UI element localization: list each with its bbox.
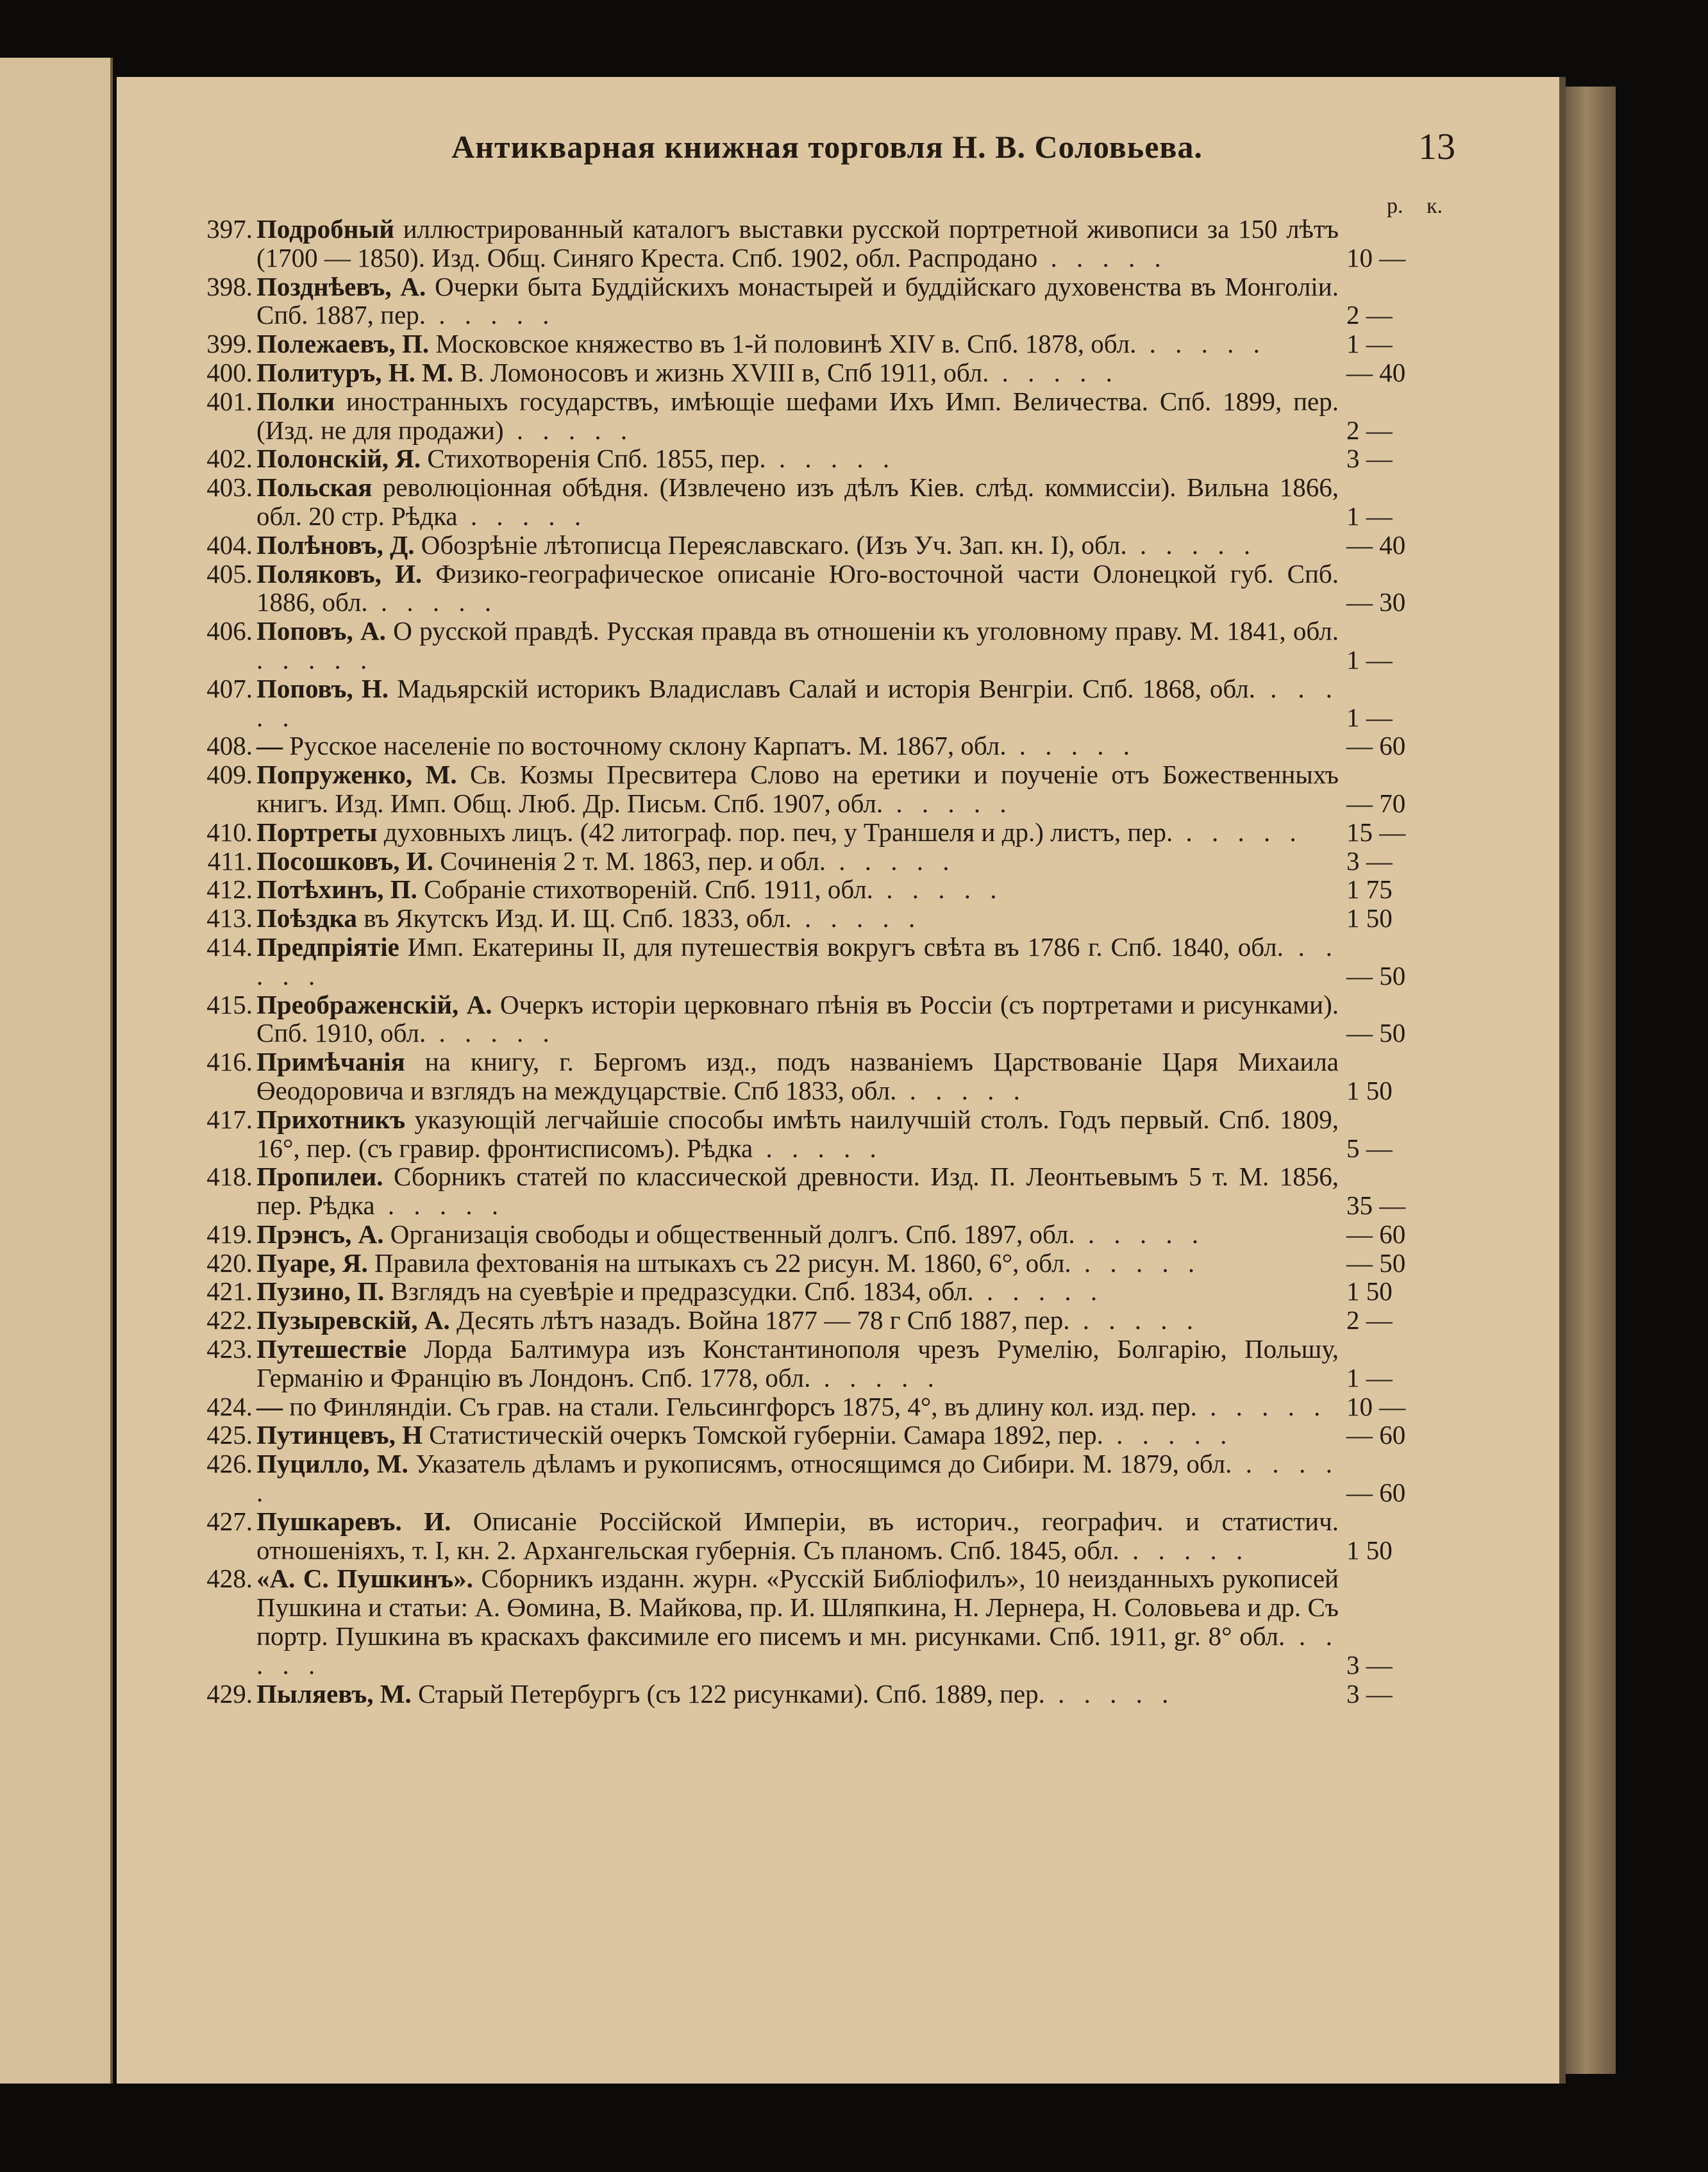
entry-number: 419. (206, 1219, 253, 1249)
entry-number: 404. (206, 530, 253, 560)
entry-leader-dots: . . . . . (1044, 1678, 1175, 1708)
entry-text (256, 1162, 1339, 1220)
entry-number: 418. (206, 1162, 253, 1192)
entry-number: 402. (206, 444, 253, 474)
entry-number: 397. (206, 214, 253, 244)
entry-leader-dots: . . . . . (826, 846, 956, 876)
entry-text (256, 444, 1339, 473)
entry-description: Описаніе Россійской Имперіи, въ историч., географич. и статистич. отношеніяхъ, т. I, кн. 2. Архангельская губернія. Съ планомъ. Спб. 1845, обл. (256, 1506, 1339, 1565)
entry-price: 10 — (1346, 242, 1406, 272)
entry-author: Посошковъ, И. (256, 846, 433, 876)
entry-price: — 60 (1346, 731, 1406, 761)
entry-text (256, 330, 1339, 358)
catalog-entry (206, 1047, 1443, 1105)
entry-description: Старый Петербургъ (съ 122 рисунками). Спб. 1889, пер. (411, 1678, 1045, 1708)
entry-leader-dots: . . . . . (426, 300, 556, 330)
entry-description: Обозрѣніе лѣтописца Переяславскаго. (Изъ Уч. Зап. кн. I), обл. (414, 530, 1127, 560)
catalog-entry (206, 1506, 1443, 1565)
entry-number: 426. (206, 1449, 253, 1479)
entry-price: 1 75 (1346, 874, 1393, 905)
entry-author: Предпріятіе (256, 931, 399, 962)
page-edge-shadow (1566, 87, 1616, 2074)
entry-description: духовныхъ лицъ. (42 литограф. пор. печ, у Траншеля и др.) листъ, пер. (377, 817, 1173, 847)
entry-text (256, 1449, 1339, 1507)
entry-description: Мадьярскій историкъ Владиславъ Салай и исторія Венгріи. Спб. 1868, обл. (389, 673, 1255, 703)
currency-column-labels: р. к. (1386, 194, 1443, 218)
catalog-entry (206, 731, 1443, 761)
entry-author: Пуаре, Я. (256, 1248, 368, 1278)
entry-price: 1 — (1346, 644, 1393, 674)
entry-price: 3 — (1346, 846, 1393, 876)
entry-author: Пузино, П. (256, 1276, 385, 1307)
catalog-entry (206, 386, 1443, 445)
entry-description: Правила фехтованія на штыкахъ съ 22 рисун. М. 1860, 6°, обл. (367, 1248, 1071, 1278)
entry-leader-dots: . . . . . (256, 1449, 1339, 1508)
entry-text (256, 904, 1339, 933)
catalog-entries-list (206, 214, 1443, 1708)
entry-number: 413. (206, 903, 253, 933)
entry-price: 3 — (1346, 1650, 1393, 1680)
entry-text (256, 473, 1339, 531)
entry-number: 407. (206, 673, 253, 703)
catalog-entry (206, 903, 1443, 933)
entry-author: — (256, 1391, 283, 1421)
entry-leader-dots: . . . . . (503, 415, 634, 445)
entry-number: 429. (206, 1678, 253, 1708)
entry-leader-dots: . . . . . (457, 501, 588, 531)
entry-description: Московское княжество въ 1-й половинѣ XIV в. Спб. 1878, обл. (429, 329, 1137, 359)
entry-text (256, 387, 1339, 445)
entry-description: Физико-географическое описаніе Юго-восточной части Олонецкой губ. Спб. 1886, обл. (256, 558, 1339, 617)
entry-leader-dots: . . . . . (1173, 817, 1303, 847)
entry-author: — (256, 731, 283, 761)
entry-price: 1 — (1346, 501, 1393, 531)
entry-price: 1 50 (1346, 903, 1393, 933)
entry-description: Очерки быта Буддійскихъ монастырей и буддійскаго духовенства въ Монголіи. Спб. 1887, пер. (256, 271, 1339, 330)
entry-text (256, 1421, 1339, 1449)
entry-leader-dots: . . . . . (256, 1621, 1339, 1680)
entry-author: Полонскій, Я. (256, 444, 421, 474)
entry-description: Св. Козмы Пресвитера Слово на еретики и поученіе отъ Божественныхъ книгъ. Изд. Имп. Общ. Люб. Др. Письм. Спб. 1907, обл. (256, 760, 1339, 818)
entry-number: 415. (206, 989, 253, 1019)
entry-description: Сборникъ изданн. журн. «Русскій Библіофилъ», 10 неизданныхъ рукописей Пушкина и статьи: А. Өомина, В. Майкова, пр. И. Шляпкина, Н. Лернера, Н. Соловьева и др. Съ портр. Пушкина въ краскахъ факсимиле его писемъ и мн. рисунками. Спб. 1911, gr. 8° обл. (256, 1564, 1339, 1651)
entry-price: 35 — (1346, 1190, 1406, 1221)
entry-leader-dots: . . . . . (873, 874, 1003, 905)
entry-price: 1 50 (1346, 1276, 1393, 1307)
entry-author: Политуръ, Н. М. (256, 357, 454, 387)
entry-number: 398. (206, 271, 253, 301)
entry-leader-dots: . . . . . (766, 444, 896, 474)
running-header-title: Антикварная книжная торговля Н. В. Соловьева. (451, 129, 1203, 165)
entry-author: Полки (256, 386, 335, 416)
entry-price: 1 50 (1346, 1075, 1393, 1105)
catalog-entry (206, 1564, 1443, 1680)
entry-description: Собраніе стихотвореній. Спб. 1911, обл. (417, 874, 873, 905)
entry-description: Десять лѣтъ назадъ. Война 1877 — 78 г Спб 1887, пер. (449, 1305, 1070, 1335)
entry-text (256, 875, 1339, 904)
catalog-entry (206, 1449, 1443, 1508)
entry-description: указующій легчайшіе способы имѣть наилучшій столъ. Годъ первый. Спб. 1809, 16°, пер. (съ гравир. фронтисписомъ). Рѣдка (256, 1104, 1339, 1163)
entry-author: Полѣновъ, Д. (256, 530, 415, 560)
catalog-entry (206, 444, 1443, 474)
entry-description: революціонная обѣдня. (Извлечено изъ дѣлъ Кiев. слѣд. коммиссіи). Вильна 1866, обл. 20 стр. Рѣдка (256, 472, 1339, 531)
entry-leader-dots: . . . . . (973, 1276, 1104, 1307)
catalog-entry (206, 530, 1443, 560)
entry-author: Подробный (256, 214, 395, 244)
entry-number: 427. (206, 1506, 253, 1536)
entry-text (256, 1277, 1339, 1306)
entry-author: Путешествіе (256, 1334, 407, 1364)
catalog-entry (206, 616, 1443, 674)
entry-price: — 70 (1346, 788, 1406, 818)
entry-number: 416. (206, 1047, 253, 1077)
entry-text (256, 674, 1339, 732)
entry-leader-dots: . . . . . (753, 1133, 883, 1163)
catalog-entry (206, 673, 1443, 732)
entry-text (256, 1680, 1339, 1708)
catalog-entry (206, 1276, 1443, 1307)
entry-author: Пыляевъ, М. (256, 1678, 412, 1708)
entry-number: 425. (206, 1420, 253, 1450)
entry-description: иллюстрированный каталогъ выставки русской портретной живописи за 150 лѣтъ (1700 — 1850). Изд. Общ. Синяго Креста. Спб. 1902, обл. Распродано (256, 214, 1339, 272)
entry-price: 10 — (1346, 1391, 1406, 1421)
entry-description: Статистическій очеркъ Томской губерніи. Самара 1892, пер. (423, 1420, 1103, 1450)
entry-leader-dots: . . . . . (367, 587, 498, 617)
catalog-entry (206, 214, 1443, 272)
entry-price: — 50 (1346, 1248, 1406, 1278)
entry-number: 408. (206, 731, 253, 761)
page-number: 13 (1418, 126, 1455, 167)
catalog-entry (206, 1678, 1443, 1708)
catalog-entry (206, 1248, 1443, 1278)
entry-number: 422. (206, 1305, 253, 1335)
entry-number: 424. (206, 1391, 253, 1421)
entry-number: 414. (206, 931, 253, 962)
entry-text (256, 1564, 1339, 1679)
entry-author: Пузыревскій, А. (256, 1305, 450, 1335)
entry-description: иностранныхъ государствъ, имѣющіе шефами Ихъ Имп. Величества. Спб. 1899, пер. (Изд. не для продажи) (256, 386, 1339, 445)
entry-price: 1 50 (1346, 1535, 1393, 1565)
catalog-entry (206, 989, 1443, 1048)
entry-number: 409. (206, 760, 253, 790)
catalog-entry (206, 472, 1443, 531)
entry-price: 2 — (1346, 1305, 1393, 1335)
entry-leader-dots: . . . . . (1071, 1248, 1201, 1278)
entry-price: — 60 (1346, 1478, 1406, 1508)
entry-price: 1 — (1346, 702, 1393, 732)
entry-price: 15 — (1346, 817, 1406, 847)
entry-leader-dots: . . . . . (1037, 242, 1168, 272)
entry-number: 423. (206, 1334, 253, 1364)
entry-description: Русское населеніе по восточному склону Карпатъ. М. 1867, обл. (283, 731, 1007, 761)
entry-text (256, 818, 1339, 847)
entry-text (256, 617, 1339, 674)
entry-number: 400. (206, 357, 253, 387)
entry-price: — 40 (1346, 530, 1406, 560)
entry-number: 417. (206, 1104, 253, 1134)
entry-author: Польская (256, 472, 373, 503)
entry-author: Портреты (256, 817, 378, 847)
entry-leader-dots: . . . . . (1103, 1420, 1234, 1450)
entry-text (256, 358, 1339, 387)
entry-price: 3 — (1346, 1678, 1393, 1708)
entry-description: В. Ломоносовъ и жизнь XVIII в, Спб 1911, обл. (453, 357, 989, 387)
entry-text (256, 990, 1339, 1048)
entry-leader-dots: . . . . . (896, 1075, 1026, 1105)
catalog-entry (206, 271, 1443, 330)
entry-text (256, 1306, 1339, 1335)
entry-price: 5 — (1346, 1133, 1393, 1163)
entry-author: Поповъ, Н. (256, 673, 389, 703)
catalog-entry (206, 1219, 1443, 1249)
entry-leader-dots: . . . . . (1136, 329, 1266, 359)
entry-author: Примѣчанія (256, 1047, 405, 1077)
entry-number: 421. (206, 1276, 253, 1307)
left-page-edge (0, 58, 113, 2084)
entry-leader-dots: . . . . . (810, 1362, 941, 1392)
catalog-entry (206, 1391, 1443, 1421)
catalog-entry (206, 558, 1443, 617)
entry-number: 405. (206, 558, 253, 589)
catalog-entry (206, 1162, 1443, 1221)
entry-text (256, 933, 1339, 990)
catalog-entry (206, 357, 1443, 387)
entry-price: 3 — (1346, 444, 1393, 474)
entry-author: Пропилеи. (256, 1162, 383, 1192)
entry-description: Стихотворенія Спб. 1855, пер. (421, 444, 766, 474)
entry-price: — 30 (1346, 587, 1406, 617)
entry-text (256, 560, 1339, 617)
entry-author: Поповъ, А. (256, 616, 386, 646)
entry-description: Сборникъ статей по классической древности. Изд. П. Леонтьевымъ 5 т. М. 1856, пер. Рѣдка (256, 1162, 1339, 1221)
entry-text (256, 847, 1339, 876)
entry-description: Лорда Балтимура изъ Константинополя чрезъ Румелію, Болгарію, Польшу, Германію и Францію въ Лондонъ. Спб. 1778, обл. (256, 1334, 1339, 1392)
entry-text (256, 760, 1339, 818)
entry-number: 403. (206, 472, 253, 503)
entry-price: — 60 (1346, 1219, 1406, 1249)
entry-number: 412. (206, 874, 253, 905)
catalog-entry (206, 760, 1443, 818)
entry-text (256, 1249, 1339, 1278)
entry-text (256, 272, 1339, 330)
entry-leader-dots: . . . . . (256, 931, 1339, 990)
catalog-entry (206, 817, 1443, 847)
entry-price: — 60 (1346, 1420, 1406, 1450)
entry-leader-dots: . . . . . (1006, 731, 1136, 761)
entry-number: 411. (207, 846, 253, 876)
entry-author: Прэнсъ, А. (256, 1219, 384, 1249)
catalog-entry (206, 1104, 1443, 1163)
entry-leader-dots: . . . . . (1196, 1391, 1327, 1421)
entry-price: — 50 (1346, 960, 1406, 990)
entry-author: Полежаевъ, П. (256, 329, 430, 359)
entry-leader-dots: . . . . . (1069, 1305, 1200, 1335)
catalog-entry (206, 1334, 1443, 1392)
entry-author: Преображенскій, А. (256, 989, 492, 1019)
entry-leader-dots: . . . . . (256, 644, 374, 674)
entry-description: Организація свободы и общественный долгъ. Спб. 1897, обл. (383, 1219, 1075, 1249)
entry-author: «А. С. Пушкинъ». (256, 1564, 473, 1594)
entry-leader-dots: . . . . . (989, 357, 1119, 387)
entry-author: Пуцилло, М. (256, 1449, 408, 1479)
entry-description: Имп. Екатерины II, для путешествія вокругъ свѣта въ 1786 г. Спб. 1840, обл. (399, 931, 1284, 962)
entry-author: Поляковъ, И. (256, 558, 423, 589)
catalog-entry (206, 1305, 1443, 1335)
entry-author: Попруженко, М. (256, 760, 457, 790)
entry-description: О русской правдѣ. Русская правда въ отношеніи къ уголовному праву. М. 1841, обл. (385, 616, 1339, 646)
entry-price: 2 — (1346, 415, 1393, 445)
entry-description: Сочиненія 2 т. М. 1863, пер. и обл. (433, 846, 826, 876)
entry-price: — 40 (1346, 357, 1406, 387)
catalog-entry (206, 1420, 1443, 1450)
entry-number: 428. (206, 1564, 253, 1594)
entry-author: Пушкаревъ. И. (256, 1506, 451, 1536)
entry-text (256, 531, 1339, 560)
entry-number: 410. (206, 817, 253, 847)
entry-description: по Финляндіи. Съ грав. на стали. Гельсингфорсъ 1875, 4°, въ длину кол. изд. пер. (283, 1391, 1197, 1421)
entry-author: Потѣхинъ, П. (256, 874, 417, 905)
entry-leader-dots: . . . . . (791, 903, 922, 933)
catalog-entry (207, 846, 1443, 876)
entry-text (256, 1335, 1339, 1392)
entry-text (256, 215, 1339, 272)
entry-leader-dots: . . . . . (426, 1018, 556, 1048)
entry-text (256, 1220, 1339, 1249)
entry-leader-dots: . . . . . (374, 1190, 505, 1221)
entry-number: 401. (206, 386, 253, 416)
entry-text (256, 731, 1339, 760)
entry-author: Позднѣевъ, А. (256, 271, 426, 301)
entry-description: Взглядъ на суевѣріе и предразсудки. Спб. 1834, обл. (384, 1276, 974, 1307)
catalog-entry (206, 931, 1443, 990)
entry-leader-dots: . . . . . (1126, 530, 1257, 560)
entry-author: Прихотникъ (256, 1104, 406, 1134)
entry-leader-dots: . . . . . (1119, 1535, 1250, 1565)
entry-number: 420. (206, 1248, 253, 1278)
entry-author: Поѣздка (256, 903, 357, 933)
entry-price: 1 — (1346, 1362, 1393, 1392)
entry-leader-dots: . . . . . (256, 673, 1339, 732)
entry-leader-dots: . . . . . (883, 788, 1013, 818)
catalog-entry (206, 874, 1443, 905)
entry-leader-dots: . . . . . (1075, 1219, 1205, 1249)
entry-price: — 50 (1346, 1018, 1406, 1048)
entry-description: на книгу, г. Бергомъ изд., подъ названіемъ Царствованіе Царя Михаила Өеодоровича и взглядъ на междуцарствіе. Спб 1833, обл. (256, 1047, 1339, 1105)
entry-number: 399. (206, 329, 253, 359)
entry-price: 2 — (1346, 300, 1393, 330)
entry-number: 406. (206, 616, 253, 646)
entry-description: Очеркъ исторіи церковнаго пѣнія въ Россіи (съ портретами и рисунками). Спб. 1910, обл. (256, 989, 1339, 1048)
entry-text (256, 1048, 1339, 1105)
entry-text (256, 1507, 1339, 1565)
entry-description: Указатель дѣламъ и рукописямъ, относящимся до Сибири. М. 1879, обл. (408, 1449, 1232, 1479)
entry-text (256, 1392, 1339, 1421)
entry-author: Путинцевъ, Н (256, 1420, 423, 1450)
entry-text (256, 1105, 1339, 1163)
entry-price: 1 — (1346, 329, 1393, 359)
entry-description: въ Якутскъ Изд. И. Щ. Спб. 1833, обл. (356, 903, 792, 933)
catalog-entry (206, 329, 1443, 359)
